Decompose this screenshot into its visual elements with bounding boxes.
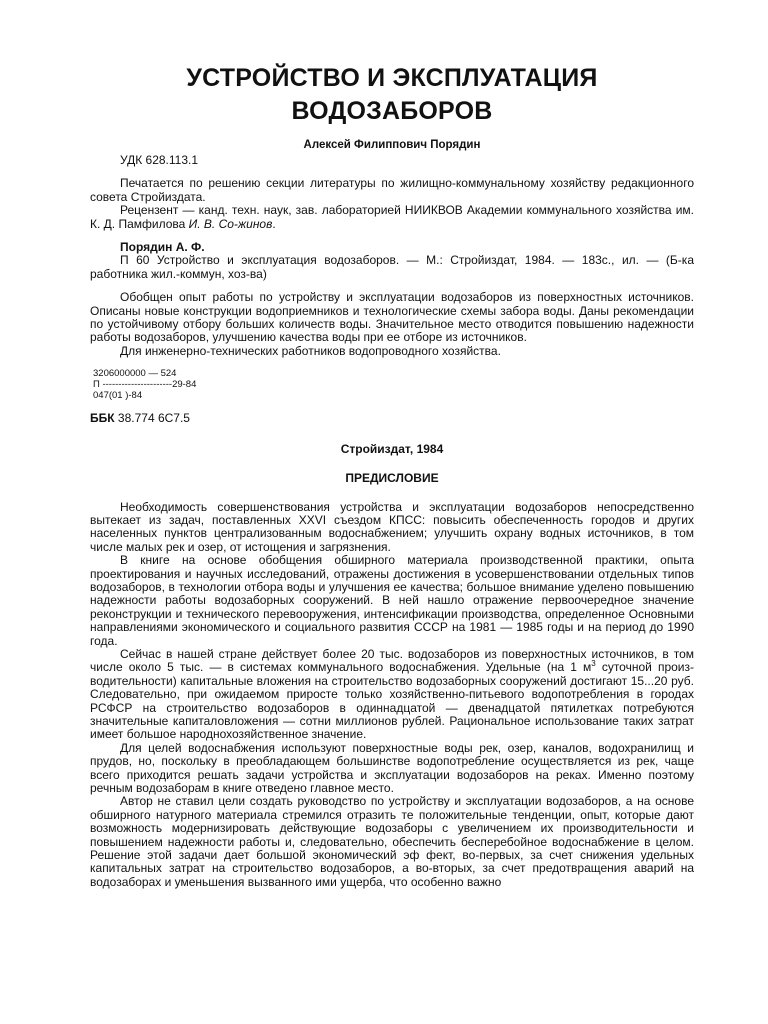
bbk-code: ББК 38.774 6С7.5	[90, 411, 190, 426]
catalog-code-line-1: 3206000000 — 524	[93, 368, 177, 380]
title-line-1: УСТРОЙСТВО И ЭКСПЛУАТАЦИЯ	[186, 64, 598, 92]
bib-author-heading: Порядин А. Ф.	[120, 240, 205, 255]
catalog-code-line-3: 047(01 )-84	[93, 390, 143, 402]
audience-note: Для инженерно-технических работников водопроводного хозяйства.	[120, 343, 501, 358]
foreword-heading: ПРЕДИСЛОВИЕ	[345, 471, 439, 486]
author-name: Алексей Филиппович Порядин	[303, 139, 481, 151]
reviewer: Рецензент — канд. техн. наук, зав. лабораторией НИИКВОВ Академии коммунального хозяйства им. К. Д. Памфилова И. В. Со-жинов.	[90, 203, 694, 231]
udk-code: УДК 628.113.1	[120, 153, 199, 167]
foreword-paragraph: Необходимость совершенствования устройства и эксплуатации водозаборов непосредственно вытекает из задач, поставленных XXVI съездом КПСС: повысить обеспеченность городов и других населенных пунктов централизованным водоснабжением; улучшить охрану водных источников, в том числе малых рек и озер, от истощения и загрязнения.	[90, 499, 694, 554]
reviewer-name: И. В. Со-жинов	[188, 216, 273, 231]
foreword-paragraph: Сейчас в нашей стране действует более 20 тыс. водозаборов из поверхностных источников, в том числе около 5 тыс. — в системах коммунального водоснабжения. Удельные (на 1 $м^3$ суточной произ-водительности) капитальные вложения на строительство водозаборных сооружений достигают 15...20 руб. Следовательно, при ожидаемом приросте только хозяйственно-питьевого водопотребления в городах РСФСР на строительство водозаборов в одиннадцатой — двенадцатой пятилетках потребуются значительные капиталовложения — сотни миллионов рублей. Рациональное использование таких затрат имеет большое народнохозяйственное значение.	[90, 646, 695, 742]
foreword-paragraph: В книге на основе обобщения обширного материала производственной практики, опыта проектирования и научных исследований, отражены достижения в усовершенствовании отдельных типов водозаборов, в технологии отбора воды и улучшения ее качества; большое внимание уделено повышению надежности работы водозаборных сооружений. В ней нашло отражение первоочередное значение реконструкции и технического перевооружения, интенсификации производства, определенное Основными направлениями экономического и социального развития СССР на 1981 — 1985 годы и на период до 1990 года.	[90, 553, 694, 648]
document-page	[90, 62, 694, 889]
publisher-line: Стройиздат, 1984	[340, 441, 444, 456]
bib-entry: П 60 Устройство и эксплуатация водозаборов. — М.: Стройиздат, 1984. — 183с., ил. — (Б-ка работника жил.-коммун, хоз-ва)	[90, 253, 694, 281]
title-line-2: ВОДОЗАБОРОВ	[291, 97, 493, 125]
abstract-paragraph: Обобщен опыт работы по устройству и эксплуатации водозаборов из поверхностных источников. Описаны новые конструкции водоприемников и технологические схемы забора воды. Даны рекомендации по устойчивому отбору больших количеств воды. Значительное место отводится повышению надежности работы водозаборов, улучшению качества воды при ее отборе из источников.	[90, 290, 694, 345]
foreword-paragraph: Автор не ставил цели создать руководство по устройству и эксплуатации водозаборов, а на основе обширного натурного материала стремился отразить те положительные тенденции, опыт, которые дают возможность модернизировать действующие водозаборы с увеличением их производительности и повышением надежности работы и, следовательно, обеспечить бесперебойное водоснабжение в целом. Решение этой задачи дает большой экономический эф фект, во-первых, за счет снижения удельных капитальных затрат на строительство водозаборов, а во-вторых, за счет предотвращения аварий на водозаборах и уменьшения вызванного ими ущерба, что особенно важно	[90, 794, 694, 889]
foreword-paragraph: Для целей водоснабжения используют поверхностные воды рек, озер, каналов, водохранилищ и прудов, но, поскольку в преобладающем большинстве водопотребление осуществляется из рек, чаще всего приходится решать задачи устройства и эксплуатации водозаборов на реках. Именно поэтому речным водозаборам в книге отведено главное место.	[90, 740, 694, 796]
catalog-code-line-2: П ----------------------29-84	[93, 379, 197, 391]
book-title	[90, 62, 694, 128]
print-decision: Печатается по решению секции литературы по жилищно-коммунальному хозяйству редакционного совета Стройиздата.	[90, 176, 694, 204]
